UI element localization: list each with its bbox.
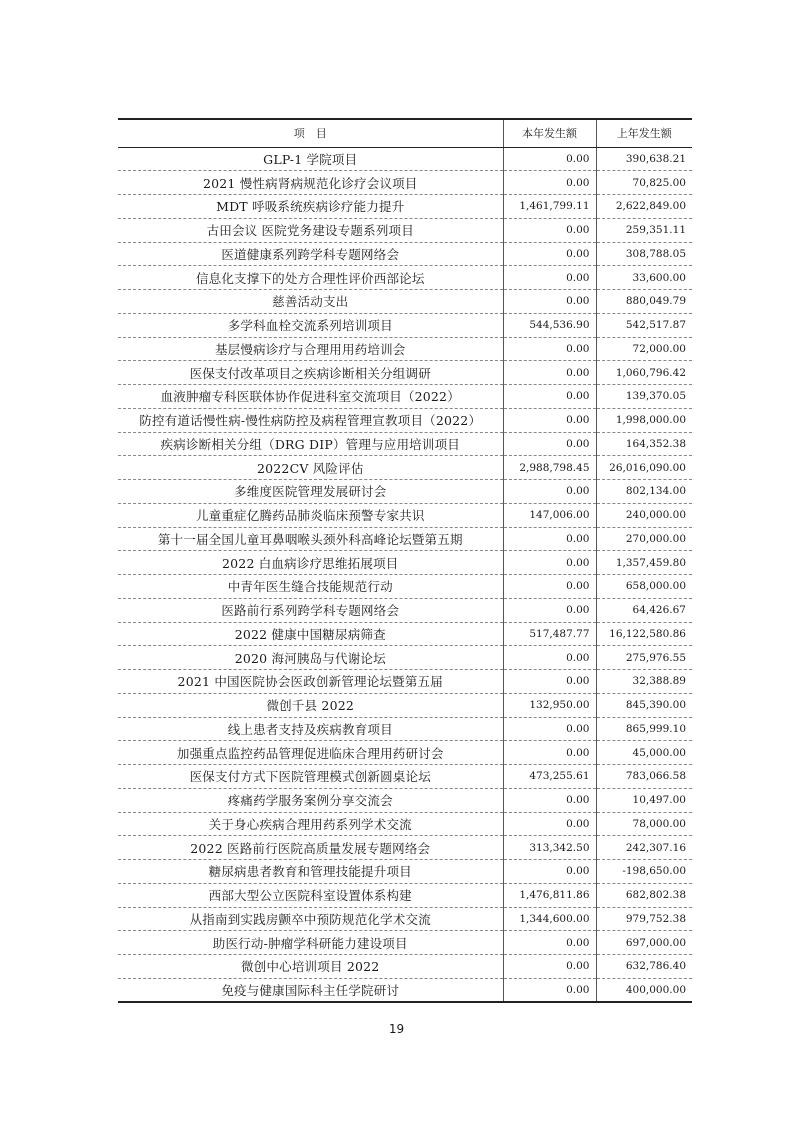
row-previous-amount: 164,352.38 bbox=[596, 432, 692, 456]
row-previous-amount: 240,000.00 bbox=[596, 503, 692, 527]
row-previous-amount: 400,000.00 bbox=[596, 978, 692, 1002]
row-previous-amount: 802,134.00 bbox=[596, 480, 692, 504]
table-row bbox=[118, 195, 692, 219]
row-current-amount: 0.00 bbox=[503, 385, 596, 409]
row-current-amount: 0.00 bbox=[503, 480, 596, 504]
row-item-name: 线上患者支持及疾病教育项目 bbox=[118, 717, 503, 741]
row-previous-amount: 242,307.16 bbox=[596, 836, 692, 860]
page-number: 19 bbox=[388, 1022, 405, 1036]
table-row bbox=[118, 741, 692, 765]
row-item-name: 医路前行系列跨学科专题网络会 bbox=[118, 598, 503, 622]
row-previous-amount: 32,388.89 bbox=[596, 670, 692, 694]
row-item-name: 从指南到实践房颤卒中预防规范化学术交流 bbox=[118, 907, 503, 931]
row-previous-amount: 2,622,849.00 bbox=[596, 195, 692, 219]
table-row bbox=[118, 218, 692, 242]
row-previous-amount: 1,998,000.00 bbox=[596, 408, 692, 432]
table-row bbox=[118, 290, 692, 314]
row-previous-amount: 275,976.55 bbox=[596, 646, 692, 670]
table-row bbox=[118, 575, 692, 599]
table-row bbox=[118, 812, 692, 836]
table-row bbox=[118, 670, 692, 694]
row-current-amount: 517,487.77 bbox=[503, 622, 596, 646]
row-item-name: 医保支付方式下医院管理模式创新圆桌论坛 bbox=[118, 765, 503, 789]
table-row bbox=[118, 171, 692, 195]
header-current-year: 本年发生额 bbox=[503, 119, 596, 147]
row-current-amount: 473,255.61 bbox=[503, 765, 596, 789]
row-previous-amount: 16,122,580.86 bbox=[596, 622, 692, 646]
row-item-name: MDT 呼吸系统疾病诊疗能力提升 bbox=[118, 195, 503, 219]
row-previous-amount: 270,000.00 bbox=[596, 527, 692, 551]
table-row bbox=[118, 788, 692, 812]
row-previous-amount: 10,497.00 bbox=[596, 788, 692, 812]
row-previous-amount: 259,351.11 bbox=[596, 218, 692, 242]
table-row bbox=[118, 860, 692, 884]
row-current-amount: 0.00 bbox=[503, 432, 596, 456]
row-current-amount: 0.00 bbox=[503, 218, 596, 242]
row-item-name: 信息化支撑下的处方合理性评价西部论坛 bbox=[118, 266, 503, 290]
row-current-amount: 0.00 bbox=[503, 575, 596, 599]
row-item-name: 关于身心疾病合理用药系列学术交流 bbox=[118, 812, 503, 836]
row-item-name: 2022 医路前行医院高质量发展专题网络会 bbox=[118, 836, 503, 860]
row-previous-amount: 542,517.87 bbox=[596, 313, 692, 337]
table-row bbox=[118, 978, 692, 1002]
row-item-name: 儿童重症亿腾药品肺炎临床预警专家共识 bbox=[118, 503, 503, 527]
table-header bbox=[118, 119, 692, 147]
row-current-amount: 0.00 bbox=[503, 670, 596, 694]
row-previous-amount: 697,000.00 bbox=[596, 931, 692, 955]
table-row bbox=[118, 883, 692, 907]
row-item-name: 微创中心培训项目 2022 bbox=[118, 955, 503, 979]
row-item-name: 中青年医生缝合技能规范行动 bbox=[118, 575, 503, 599]
row-previous-amount: 308,788.05 bbox=[596, 242, 692, 266]
row-item-name: 血液肿瘤专科医联体协作促进科室交流项目（2022） bbox=[118, 385, 503, 409]
row-current-amount: 147,006.00 bbox=[503, 503, 596, 527]
row-current-amount: 2,988,798.45 bbox=[503, 456, 596, 480]
table-row bbox=[118, 693, 692, 717]
row-current-amount: 0.00 bbox=[503, 646, 596, 670]
row-current-amount: 544,536.90 bbox=[503, 313, 596, 337]
row-current-amount: 0.00 bbox=[503, 408, 596, 432]
table-row bbox=[118, 598, 692, 622]
row-item-name: 2020 海河胰岛与代谢论坛 bbox=[118, 646, 503, 670]
table-row bbox=[118, 337, 692, 361]
table-row bbox=[118, 503, 692, 527]
row-previous-amount: 139,370.05 bbox=[596, 385, 692, 409]
table-row bbox=[118, 266, 692, 290]
table-row bbox=[118, 480, 692, 504]
table-row bbox=[118, 955, 692, 979]
row-item-name: 医道健康系列跨学科专题网络会 bbox=[118, 242, 503, 266]
table-row bbox=[118, 907, 692, 931]
row-item-name: 糖尿病患者教育和管理技能提升项目 bbox=[118, 860, 503, 884]
row-current-amount: 0.00 bbox=[503, 931, 596, 955]
table-row bbox=[118, 717, 692, 741]
row-previous-amount: 632,786.40 bbox=[596, 955, 692, 979]
row-previous-amount: -198,650.00 bbox=[596, 860, 692, 884]
row-previous-amount: 783,066.58 bbox=[596, 765, 692, 789]
row-previous-amount: 682,802.38 bbox=[596, 883, 692, 907]
row-current-amount: 1,344,600.00 bbox=[503, 907, 596, 931]
row-item-name: 2022 白血病诊疗思维拓展项目 bbox=[118, 551, 503, 575]
table-row bbox=[118, 622, 692, 646]
row-item-name: 微创千县 2022 bbox=[118, 693, 503, 717]
row-item-name: 2022 健康中国糖尿病筛查 bbox=[118, 622, 503, 646]
row-current-amount: 0.00 bbox=[503, 955, 596, 979]
row-previous-amount: 1,060,796.42 bbox=[596, 361, 692, 385]
header-previous-year: 上年发生额 bbox=[596, 119, 692, 147]
row-current-amount: 0.00 bbox=[503, 337, 596, 361]
row-item-name: GLP-1 学院项目 bbox=[118, 147, 503, 171]
table-row bbox=[118, 313, 692, 337]
table-row bbox=[118, 456, 692, 480]
table-row bbox=[118, 836, 692, 860]
table-row bbox=[118, 646, 692, 670]
row-previous-amount: 72,000.00 bbox=[596, 337, 692, 361]
row-item-name: 疼痛药学服务案例分享交流会 bbox=[118, 788, 503, 812]
row-item-name: 2021 慢性病肾病规范化诊疗会议项目 bbox=[118, 171, 503, 195]
row-previous-amount: 26,016,090.00 bbox=[596, 456, 692, 480]
row-current-amount: 0.00 bbox=[503, 741, 596, 765]
table-body bbox=[118, 147, 692, 1002]
row-previous-amount: 70,825.00 bbox=[596, 171, 692, 195]
row-current-amount: 0.00 bbox=[503, 171, 596, 195]
row-previous-amount: 33,600.00 bbox=[596, 266, 692, 290]
row-current-amount: 0.00 bbox=[503, 147, 596, 171]
row-current-amount: 1,476,811.86 bbox=[503, 883, 596, 907]
row-previous-amount: 64,426.67 bbox=[596, 598, 692, 622]
table-row bbox=[118, 527, 692, 551]
table-row bbox=[118, 385, 692, 409]
row-current-amount: 0.00 bbox=[503, 361, 596, 385]
row-current-amount: 0.00 bbox=[503, 527, 596, 551]
row-current-amount: 0.00 bbox=[503, 598, 596, 622]
row-current-amount: 0.00 bbox=[503, 788, 596, 812]
row-current-amount: 132,950.00 bbox=[503, 693, 596, 717]
header-item: 项 目 bbox=[118, 119, 503, 147]
row-item-name: 第十一届全国儿童耳鼻咽喉头颈外科高峰论坛暨第五期 bbox=[118, 527, 503, 551]
row-item-name: 防控有道话慢性病-慢性病防控及病程管理宣教项目（2022） bbox=[118, 408, 503, 432]
row-item-name: 免疫与健康国际科主任学院研讨 bbox=[118, 978, 503, 1002]
row-item-name: 医保支付改革项目之疾病诊断相关分组调研 bbox=[118, 361, 503, 385]
row-current-amount: 1,461,799.11 bbox=[503, 195, 596, 219]
row-previous-amount: 880,049.79 bbox=[596, 290, 692, 314]
table-row bbox=[118, 765, 692, 789]
row-item-name: 多维度医院管理发展研讨会 bbox=[118, 480, 503, 504]
table-row bbox=[118, 432, 692, 456]
row-current-amount: 313,342.50 bbox=[503, 836, 596, 860]
table-row bbox=[118, 242, 692, 266]
row-current-amount: 0.00 bbox=[503, 812, 596, 836]
row-previous-amount: 78,000.00 bbox=[596, 812, 692, 836]
row-current-amount: 0.00 bbox=[503, 717, 596, 741]
row-item-name: 西部大型公立医院科室设置体系构建 bbox=[118, 883, 503, 907]
row-item-name: 多学科血栓交流系列培训项目 bbox=[118, 313, 503, 337]
row-previous-amount: 45,000.00 bbox=[596, 741, 692, 765]
table-row bbox=[118, 147, 692, 171]
row-item-name: 古田会议 医院党务建设专题系列项目 bbox=[118, 218, 503, 242]
table-row bbox=[118, 408, 692, 432]
row-current-amount: 0.00 bbox=[503, 860, 596, 884]
row-previous-amount: 390,638.21 bbox=[596, 147, 692, 171]
row-item-name: 慈善活动支出 bbox=[118, 290, 503, 314]
row-current-amount: 0.00 bbox=[503, 242, 596, 266]
table-row bbox=[118, 931, 692, 955]
row-current-amount: 0.00 bbox=[503, 290, 596, 314]
financial-table bbox=[118, 118, 692, 1003]
row-item-name: 基层慢病诊疗与合理用用药培训会 bbox=[118, 337, 503, 361]
table-row bbox=[118, 361, 692, 385]
row-previous-amount: 845,390.00 bbox=[596, 693, 692, 717]
table-row bbox=[118, 551, 692, 575]
row-previous-amount: 979,752.38 bbox=[596, 907, 692, 931]
row-current-amount: 0.00 bbox=[503, 551, 596, 575]
row-previous-amount: 1,357,459.80 bbox=[596, 551, 692, 575]
row-current-amount: 0.00 bbox=[503, 266, 596, 290]
row-item-name: 疾病诊断相关分组（DRG DIP）管理与应用培训项目 bbox=[118, 432, 503, 456]
row-previous-amount: 865,999.10 bbox=[596, 717, 692, 741]
row-current-amount: 0.00 bbox=[503, 978, 596, 1002]
row-item-name: 2021 中国医院协会医政创新管理论坛暨第五届 bbox=[118, 670, 503, 694]
row-previous-amount: 658,000.00 bbox=[596, 575, 692, 599]
row-item-name: 助医行动-肿瘤学科研能力建设项目 bbox=[118, 931, 503, 955]
row-item-name: 加强重点监控药品管理促进临床合理用药研讨会 bbox=[118, 741, 503, 765]
row-item-name: 2022CV 风险评估 bbox=[118, 456, 503, 480]
